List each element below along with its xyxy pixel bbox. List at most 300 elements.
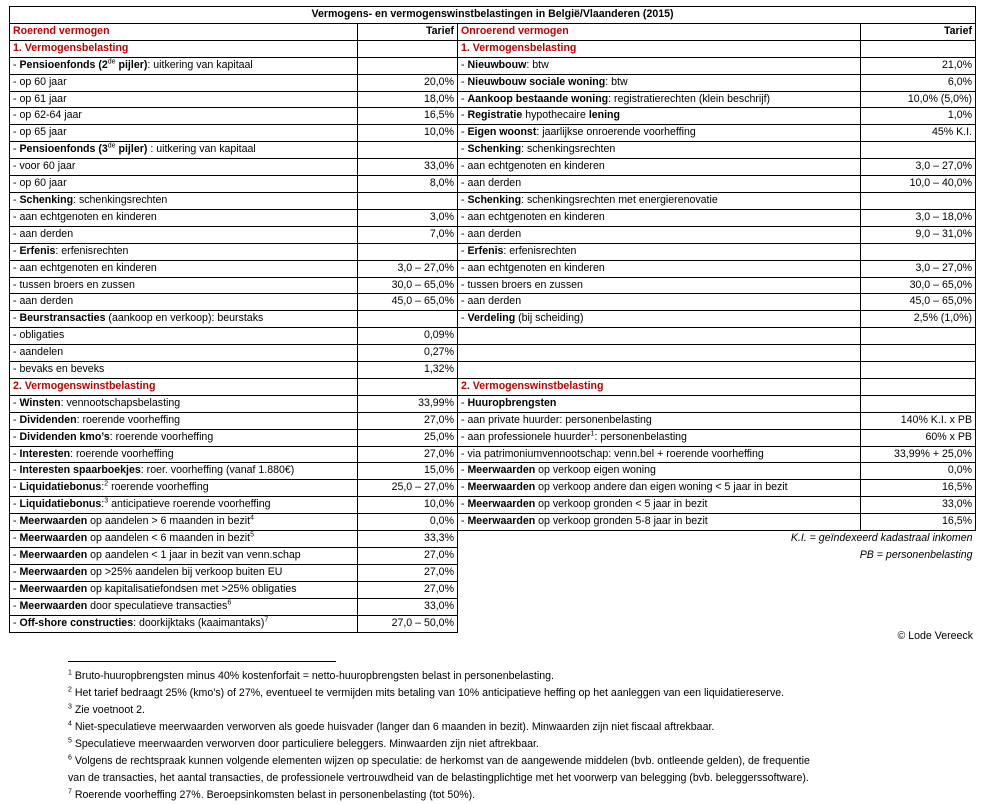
item-description: op 62-64 jaar: [19, 109, 82, 122]
item-description: op 60 jaar: [19, 177, 67, 190]
header-onroerend: Onroerend vermogen: [458, 23, 861, 40]
item-label: - op 61 jaar: [10, 91, 358, 108]
item-description: : roer. voorheffing (vanaf 1.880€): [140, 464, 295, 477]
item-label: - Schenking: schenkingsrechten: [10, 192, 358, 209]
rate-cell: [861, 395, 976, 412]
rate-cell: [358, 40, 458, 57]
rate-cell: 20,0%: [358, 74, 458, 91]
item-term: Registratie: [467, 109, 523, 122]
superscript: 2: [104, 480, 109, 488]
empty-cell: [458, 345, 861, 362]
empty-cell: [458, 328, 861, 345]
footnote-text: Bruto-huuropbrengsten minus 40% kostenforfait = netto-huuropbrengsten belast in personenbelasting.: [71, 670, 554, 682]
rate-cell: 2,5% (1,0%): [861, 311, 976, 328]
table-row: [10, 514, 976, 531]
item-term: Verdeling: [467, 312, 516, 325]
item-term: Meerwaarden: [19, 565, 88, 578]
item-label: - aan derden: [458, 226, 861, 243]
item-term: Winsten: [19, 396, 61, 409]
table-row: [10, 209, 976, 226]
item-label: - Pensioenfonds (2de pijler): uitkering van kapitaal: [10, 57, 358, 74]
section-heading: 2. Vermogenswinstbelasting: [458, 378, 861, 395]
rate-cell: [358, 142, 458, 159]
item-label: - aandelen: [10, 345, 358, 362]
legend-note: PB = personenbelasting: [859, 549, 973, 561]
superscript: 1: [68, 669, 72, 677]
rate-cell: [358, 243, 458, 260]
item-term: Schenking: [467, 143, 522, 156]
item-description: aandelen: [19, 346, 64, 359]
footnotes: [68, 668, 938, 804]
item-description: : schenkingsrechten: [73, 193, 168, 206]
table-row: [10, 294, 976, 311]
item-label: - Registratie hypothecaire lening: [458, 108, 861, 125]
item-label: - Meerwaarden door speculatieve transacties$^6$: [10, 598, 358, 615]
item-term: Interesten: [19, 447, 71, 460]
table-row: [10, 378, 976, 395]
rate-cell: [861, 192, 976, 209]
item-description: : vennootschapsbelasting: [60, 396, 181, 409]
copyright-notice: © Lode Vereeck: [897, 630, 973, 642]
item-description: op aandelen < 1 jaar in bezit van venn.schap: [87, 549, 301, 561]
empty-space: [458, 581, 976, 598]
item-term: Meerwaarden: [19, 582, 88, 595]
superscript: 2: [68, 686, 72, 694]
item-label: - Meerwaarden op aandelen < 6 maanden in bezit$^5$: [10, 531, 358, 548]
item-label: - Meerwaarden op aandelen < 1 jaar in bezit van venn.schap: [10, 548, 358, 565]
footnote-text: Niet-speculatieve meerwaarden verworven als goede huisvader (langer dan 6 maanden in bezit). Minwaarden zijn niet fiscaal aftrekbaar.: [71, 721, 715, 733]
item-label: - op 65 jaar: [10, 125, 358, 142]
rate-cell: [358, 311, 458, 328]
item-term: Meerwaarden: [19, 515, 88, 528]
superscript: 3: [68, 703, 72, 711]
empty-cell: [861, 362, 976, 379]
empty-space: [458, 598, 976, 615]
item-label: - Schenking: schenkingsrechten: [458, 142, 861, 159]
rate-cell: 33,3%: [358, 531, 458, 548]
rate-cell: 25,0%: [358, 429, 458, 446]
table-row: [10, 615, 976, 632]
item-description: op aandelen > 6 maanden in bezit: [87, 515, 251, 528]
rate-cell: 15,0%: [358, 463, 458, 480]
item-label: - Erfenis: erfenisrechten: [458, 243, 861, 260]
footnote: [68, 753, 938, 770]
rate-cell: 10,0 – 40,0%: [861, 176, 976, 193]
rate-cell: 45,0 – 65,0%: [358, 294, 458, 311]
item-term: Meerwaarden: [19, 599, 88, 612]
item-label: - Meerwaarden op verkoop andere dan eigen woning < 5 jaar in bezit: [458, 480, 861, 497]
item-label: - Meerwaarden op verkoop eigen woning: [458, 463, 861, 480]
item-term: Meerwaarden: [467, 498, 536, 511]
header-tarief-right: Tarief: [861, 23, 976, 40]
item-label: - Huuropbrengsten: [458, 395, 861, 412]
item-label: - aan echtgenoten en kinderen: [458, 260, 861, 277]
item-description: op kapitalisatiefondsen met >25% obligaties: [87, 582, 297, 595]
superscript: 7: [264, 616, 269, 624]
item-term: Liquidatiebonus: [19, 498, 102, 511]
header-roerend: Roerend vermogen: [10, 23, 358, 40]
table-row: [10, 598, 976, 615]
footnote: [68, 770, 938, 787]
item-description: op 61 jaar: [19, 92, 67, 105]
footnote: [68, 702, 938, 719]
superscript: de: [107, 58, 116, 66]
table-row: [10, 176, 976, 193]
rate-cell: 10,0%: [358, 125, 458, 142]
rate-cell: 60% x PB: [861, 429, 976, 446]
rate-cell: 0,0%: [861, 463, 976, 480]
item-label: - Schenking: schenkingsrechten met energierenovatie: [458, 192, 861, 209]
item-label: - Aankoop bestaande woning: registratierechten (klein beschrijf): [458, 91, 861, 108]
item-description: via patrimoniumvennootschap: venn.bel + roerende voorheffing: [467, 447, 764, 460]
rate-cell: 33,0%: [358, 598, 458, 615]
item-label: - Meerwaarden op aandelen > 6 maanden in bezit$^4$: [10, 514, 358, 531]
item-label: - Liquidatiebonus:$^2$ roerende voorheffing: [10, 480, 358, 497]
item-description: voor 60 jaar: [19, 160, 76, 173]
item-description: : schenkingsrechten: [521, 143, 616, 156]
item-description: op verkoop eigen woning: [535, 464, 656, 477]
item-description: aan echtgenoten en kinderen: [467, 261, 605, 274]
item-label: - Nieuwbouw sociale woning: btw: [458, 74, 861, 91]
item-description: aan derden: [19, 295, 74, 308]
footnote: [68, 787, 938, 804]
item-description: : registratierechten (klein beschrijf): [608, 92, 771, 105]
item-description: : btw: [605, 75, 628, 88]
header-tarief-left: Tarief: [358, 23, 458, 40]
footnote: [68, 685, 938, 702]
footnote-text: Speculatieve meerwaarden verworven door particuliere beleggers. Minwaarden zijn niet aftrekbaar.: [71, 738, 539, 750]
item-description: aan echtgenoten en kinderen: [19, 261, 157, 274]
item-description: : roerende voorheffing: [70, 447, 174, 460]
table-row: [10, 446, 976, 463]
section-heading: 2. Vermogenswinstbelasting: [10, 378, 358, 395]
item-term: Interesten spaarboekjes: [19, 464, 141, 477]
item-term: Schenking: [467, 193, 522, 206]
empty-cell: [458, 362, 861, 379]
item-label: - Interesten spaarboekjes: roer. voorheffing (vanaf 1.880€): [10, 463, 358, 480]
item-description: aan derden: [19, 227, 74, 240]
item-label: - via patrimoniumvennootschap: venn.bel + roerende voorheffing: [458, 446, 861, 463]
item-label: - Dividenden kmo’s: roerende voorheffing: [10, 429, 358, 446]
superscript: 6: [68, 754, 72, 762]
item-description: :: [101, 481, 105, 494]
item-description: tussen broers en zussen: [467, 278, 583, 291]
item-term: Meerwaarden: [467, 464, 536, 477]
item-label: - op 60 jaar: [10, 176, 358, 193]
tax-table: [9, 6, 976, 633]
item-description: : erfenisrechten: [55, 244, 129, 257]
item-description: aan derden: [467, 295, 522, 308]
item-description: tussen broers en zussen: [19, 278, 135, 291]
table-row: [10, 74, 976, 91]
rate-cell: 3,0 – 27,0%: [861, 260, 976, 277]
table-row: [10, 497, 976, 514]
item-term: Dividenden: [19, 413, 77, 426]
item-label: - aan derden: [10, 294, 358, 311]
item-description: op verkoop gronden < 5 jaar in bezit: [535, 498, 708, 511]
superscript: 6: [227, 599, 232, 607]
item-label: - aan echtgenoten en kinderen: [458, 159, 861, 176]
item-term: Beurstransacties: [19, 312, 106, 325]
item-description: aan private huurder: personenbelasting: [467, 413, 652, 426]
rate-cell: 140% K.I. x PB: [861, 412, 976, 429]
rate-cell: 33,99% + 25,0%: [861, 446, 976, 463]
superscript: 7: [68, 788, 72, 796]
item-label: - bevaks en beveks: [10, 362, 358, 379]
item-label: - aan derden: [10, 226, 358, 243]
table-row: [10, 480, 976, 497]
item-label: - Nieuwbouw: btw: [458, 57, 861, 74]
rate-cell: 1,0%: [861, 108, 976, 125]
item-label: - aan derden: [458, 176, 861, 193]
rate-cell: 0,0%: [358, 514, 458, 531]
item-description: op 65 jaar: [19, 126, 67, 139]
item-label: - aan private huurder: personenbelasting: [458, 412, 861, 429]
item-label: - aan professionele huurder$^1$: personenbelasting: [458, 429, 861, 446]
footnote-text: Roerende voorheffing 27%. Beroepsinkomsten belast in personenbelasting (tot 50%).: [71, 789, 476, 801]
footnote-divider: [68, 661, 336, 662]
item-label: - Liquidatiebonus:$^3$ anticipatieve roerende voorheffing: [10, 497, 358, 514]
item-label: - voor 60 jaar: [10, 159, 358, 176]
item-label: - Winsten: vennootschapsbelasting: [10, 395, 358, 412]
item-label: - aan echtgenoten en kinderen: [10, 209, 358, 226]
table-row: [10, 328, 976, 345]
section-heading: 1. Vermogensbelasting: [10, 40, 358, 57]
rate-cell: [358, 57, 458, 74]
item-term: Aankoop bestaande woning: [467, 92, 609, 105]
rate-cell: 25,0 – 27,0%: [358, 480, 458, 497]
table-row: [10, 192, 976, 209]
table-row: [10, 412, 976, 429]
item-label: - Eigen woonst: jaarlijkse onroerende voorheffing: [458, 125, 861, 142]
item-description: op verkoop gronden 5-8 jaar in bezit: [535, 515, 708, 528]
table-row: [10, 429, 976, 446]
item-description: : jaarlijkse onroerende voorheffing: [536, 126, 696, 139]
table-row: [10, 91, 976, 108]
item-description: (bij scheiding): [515, 312, 584, 325]
item-label: - Off-shore constructies: doorkijktaks (kaaimantaks)$^7$: [10, 615, 358, 632]
item-term: pijler): [115, 143, 148, 156]
superscript: de: [107, 142, 116, 150]
empty-cell: [861, 328, 976, 345]
rate-cell: 30,0 – 65,0%: [861, 277, 976, 294]
rate-cell: [861, 142, 976, 159]
rate-cell: [358, 192, 458, 209]
item-description: aan echtgenoten en kinderen: [467, 160, 605, 173]
item-term: Meerwaarden: [467, 515, 536, 528]
item-term: Liquidatiebonus: [19, 481, 102, 494]
item-label: - tussen broers en zussen: [458, 277, 861, 294]
table-row: [10, 362, 976, 379]
item-description: : doorkijktaks (kaaimantaks): [133, 616, 265, 629]
item-term: Pensioenfonds (3: [19, 143, 108, 156]
item-term: Schenking: [19, 193, 74, 206]
item-label: - aan echtgenoten en kinderen: [10, 260, 358, 277]
rate-cell: [861, 378, 976, 395]
item-description: door speculatieve transacties: [87, 599, 228, 612]
item-description: op verkoop andere dan eigen woning < 5 jaar in bezit: [535, 481, 788, 494]
footnote-text: Het tarief bedraagt 25% (kmo’s) of 27%, eventueel te vermijden mits betaling van 10% anticipatieve heffing op het aanleggen van een liquidatiereserve.: [71, 687, 785, 699]
rate-cell: [358, 378, 458, 395]
item-description: : schenkingsrechten met energierenovatie: [521, 193, 718, 206]
rate-cell: 9,0 – 31,0%: [861, 226, 976, 243]
item-term: lening: [588, 109, 621, 122]
rate-cell: 3,0 – 18,0%: [861, 209, 976, 226]
rate-cell: 1,32%: [358, 362, 458, 379]
rate-cell: 27,0%: [358, 564, 458, 581]
legend-note: K.I. = geïndexeerd kadastraal inkomen: [790, 532, 973, 545]
table-row: [10, 40, 976, 57]
item-description: aan derden: [467, 177, 522, 190]
table-row: [10, 548, 976, 565]
header-row: [10, 23, 976, 40]
item-description: : personenbelasting: [594, 430, 687, 443]
item-label: - Meerwaarden op verkoop gronden < 5 jaar in bezit: [458, 497, 861, 514]
item-description: : roerende voorheffing: [109, 430, 214, 443]
item-term: Pensioenfonds (2: [19, 58, 108, 71]
rate-cell: 18,0%: [358, 91, 458, 108]
item-description: : roerende voorheffing: [76, 413, 181, 426]
rate-cell: 33,0%: [358, 159, 458, 176]
rate-cell: 0,27%: [358, 345, 458, 362]
item-description: aan derden: [467, 227, 522, 240]
item-term: pijler): [115, 58, 148, 71]
item-description: roerende voorheffing: [108, 481, 209, 494]
superscript: 4: [250, 514, 254, 522]
footnote: [68, 736, 938, 753]
item-description: :: [101, 498, 105, 511]
footnote-text: van de transacties, het aantal transacties, de professionele vertrouwdheid van de belastingplichtige met het voorwerp van belegging (bvb. beleggerssoftware).: [68, 772, 809, 784]
table-row: [10, 277, 976, 294]
item-description: aan echtgenoten en kinderen: [467, 210, 605, 223]
rate-cell: 16,5%: [861, 514, 976, 531]
rate-cell: 27,0%: [358, 581, 458, 598]
table-row: [10, 395, 976, 412]
footnote-text: Zie voetnoot 2.: [71, 704, 145, 716]
section-heading: 1. Vermogensbelasting: [458, 40, 861, 57]
item-label: - Dividenden: roerende voorheffing: [10, 412, 358, 429]
item-description: op >25% aandelen bij verkoop buiten EU: [87, 565, 283, 578]
item-description: obligaties: [19, 329, 65, 342]
rate-cell: 27,0%: [358, 446, 458, 463]
item-label: - Meerwaarden op kapitalisatiefondsen met >25% obligaties: [10, 581, 358, 598]
empty-cell: [861, 345, 976, 362]
item-label: - Meerwaarden op >25% aandelen bij verkoop buiten EU: [10, 564, 358, 581]
table-row: [10, 243, 976, 260]
superscript: 1: [590, 430, 595, 438]
item-label: - aan derden: [458, 294, 861, 311]
rate-cell: 3,0 – 27,0%: [861, 159, 976, 176]
rate-cell: [861, 40, 976, 57]
item-label: - Interesten: roerende voorheffing: [10, 446, 358, 463]
title-row: [10, 7, 976, 24]
item-description: anticipatieve roerende voorheffing: [108, 498, 271, 511]
rate-cell: 8,0%: [358, 176, 458, 193]
item-description: : erfenisrechten: [503, 244, 577, 257]
item-description: : btw: [526, 58, 549, 71]
item-label: - tussen broers en zussen: [10, 277, 358, 294]
empty-space: [458, 564, 976, 581]
rate-cell: 6,0%: [861, 74, 976, 91]
superscript: 4: [68, 720, 72, 728]
item-description: : uitkering van kapitaal: [147, 58, 253, 71]
rate-cell: 7,0%: [358, 226, 458, 243]
item-term: Off-shore constructies: [19, 616, 134, 629]
rate-cell: 27,0%: [358, 548, 458, 565]
rate-cell: 3,0 – 27,0%: [358, 260, 458, 277]
rate-cell: 33,99%: [358, 395, 458, 412]
superscript: 3: [104, 497, 109, 505]
rate-cell: 27,0 – 50,0%: [358, 615, 458, 632]
rate-cell: 21,0%: [861, 57, 976, 74]
rate-cell: 45,0 – 65,0%: [861, 294, 976, 311]
rate-cell: 10,0% (5,0%): [861, 91, 976, 108]
rate-cell: 3,0%: [358, 209, 458, 226]
item-label: - Erfenis: erfenisrechten: [10, 243, 358, 260]
footnote-text: Volgens de rechtspraak kunnen volgende elementen wijzen op speculatie: de herkomst van de aangewende middelen (bvb. ontleende gelden), de frequentie: [71, 755, 810, 767]
table-row: [10, 108, 976, 125]
item-description: op 60 jaar: [19, 75, 67, 88]
table-row: [10, 260, 976, 277]
item-label: - Beurstransacties (aankoop en verkoop): beurstaks: [10, 311, 358, 328]
item-label: - op 62-64 jaar: [10, 108, 358, 125]
rate-cell: 45% K.I.: [861, 125, 976, 142]
rate-cell: 0,09%: [358, 328, 458, 345]
rate-cell: [861, 243, 976, 260]
item-term: Meerwaarden: [19, 549, 88, 561]
table-row: [10, 159, 976, 176]
rate-cell: 16,5%: [358, 108, 458, 125]
table-row: [10, 531, 976, 548]
table-row: [10, 463, 976, 480]
item-description: aan echtgenoten en kinderen: [19, 210, 157, 223]
item-term: Meerwaarden: [467, 481, 536, 494]
item-label: - Pensioenfonds (3de pijler) : uitkering van kapitaal: [10, 142, 358, 159]
item-term: Dividenden kmo’s: [19, 430, 110, 443]
table-row: [10, 345, 976, 362]
item-term: Nieuwbouw: [467, 58, 527, 71]
item-description: bevaks en beveks: [19, 363, 105, 376]
item-description: (aankoop en verkoop): beurstaks: [105, 312, 264, 325]
superscript: 5: [68, 737, 72, 745]
footnote: [68, 719, 938, 736]
rate-cell: 33,0%: [861, 497, 976, 514]
superscript: 5: [250, 531, 254, 539]
item-label: - op 60 jaar: [10, 74, 358, 91]
item-term: Erfenis: [19, 244, 56, 257]
table-row: [10, 125, 976, 142]
item-term: Meerwaarden: [19, 532, 88, 545]
table-row: [10, 564, 976, 581]
rate-cell: 10,0%: [358, 497, 458, 514]
item-label: - Meerwaarden op verkoop gronden 5-8 jaar in bezit: [458, 514, 861, 531]
table-row: [10, 142, 976, 159]
item-label: - Verdeling (bij scheiding): [458, 311, 861, 328]
table-row: [10, 581, 976, 598]
table-row: [10, 226, 976, 243]
item-description: : uitkering van kapitaal: [147, 143, 256, 156]
rate-cell: 30,0 – 65,0%: [358, 277, 458, 294]
item-term: Erfenis: [467, 244, 504, 257]
item-term: Huuropbrengsten: [467, 396, 557, 409]
item-term: Eigen woonst: [467, 126, 537, 139]
table-row: [10, 57, 976, 74]
item-term: Nieuwbouw sociale woning: [467, 75, 606, 88]
table-title: Vermogens- en vermogenswinstbelastingen in België/Vlaanderen (2015): [10, 7, 976, 24]
footnote: [68, 668, 938, 685]
rate-cell: 16,5%: [861, 480, 976, 497]
item-description: aan professionele huurder: [467, 430, 591, 443]
